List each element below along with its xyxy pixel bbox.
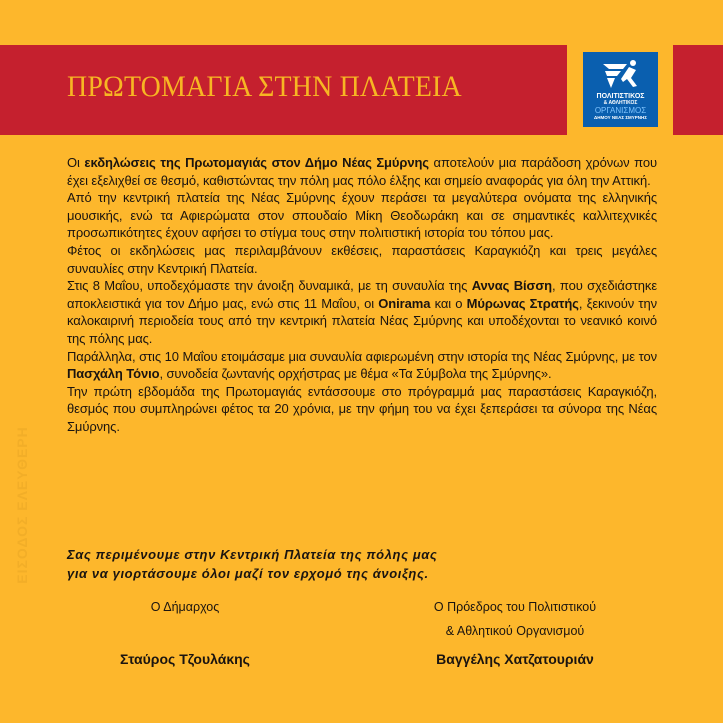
- text: Οι: [67, 155, 85, 170]
- paragraph: [67, 189, 657, 242]
- paragraph: [67, 277, 657, 347]
- closing-line: για να γιορτάσουμε όλοι μαζί τον ερχομό της άνοιξης.: [67, 566, 429, 581]
- body-text: [67, 154, 657, 436]
- bold-text: εκδηλώσεις της Πρωτομαγιάς στον Δήμο Νέας Σμύρνης: [84, 155, 429, 170]
- text: Στις 8 Μαΐου, υποδεχόμαστε την άνοιξη δυναμικά, με τη συναυλία της: [67, 278, 472, 294]
- logo-line: ΔΗΜΟΥ ΝΕΑΣ ΣΜΥΡΝΗΣ: [594, 115, 647, 120]
- paragraph: [67, 383, 657, 436]
- logo-frame: [567, 37, 673, 143]
- signature-role: Ο Πρόεδρος του Πολιτιστικού: [433, 600, 597, 614]
- bold-text: Onirama: [378, 295, 431, 311]
- text: και ο: [430, 295, 467, 311]
- bold-text: Μύρωνας Στρατής: [466, 295, 579, 311]
- paragraph: [67, 242, 657, 277]
- signature-name: Σταύρος Τζουλάκης: [120, 651, 250, 667]
- text: αποτελούν μια παράδοση χρόνων που έχει εξελιχθεί σε θεσμό, καθιστώντας την πόλη μας πόλο έλξης και σημείο αναφοράς για όλη την Αττική.: [67, 155, 657, 188]
- signature-name: Βαγγέλης Χατζατουριάν: [436, 651, 594, 667]
- logo-line: ΠΟΛΙΤΙΣΤΙΚΟΣ: [596, 93, 645, 100]
- closing-message: [67, 545, 437, 583]
- bold-text: Πασχάλη Τόνιο: [67, 366, 160, 382]
- runner-icon: [601, 58, 641, 92]
- paragraph: [67, 154, 657, 189]
- closing-line: Σας περιμένουμε στην Κεντρική Πλατεία της πόλης μας: [67, 547, 438, 562]
- text: , συνοδεία ζωντανής ορχήστρας με θέμα «Τα Σύμβολα της Σμύρνης».: [159, 366, 552, 382]
- page-title: ΠΡΩΤΟΜΑΓΙΑ ΣΤΗΝ ΠΛΑΤΕΙΑ: [67, 70, 462, 103]
- logo-line: ΟΡΓΑΝΙΣΜΟΣ: [594, 106, 647, 115]
- text: Την πρώτη εβδομάδα της Πρωτομαγιάς εντάσσουμε στο πρόγραμμά μας παραστάσεις Καραγκιόζη, θεσμός που συμπληρώνει φέτος τα 20 χρόνια, με την φήμη του να έχει ξεπεράσει τα σύνορα της Νέας Σμύρνης.: [67, 383, 657, 434]
- text: Παράλληλα, στις 10 Μαΐου ετοιμάσαμε μια συναυλία αφιερωμένη στην ιστορία της Νέας Σμύρνης, με τον: [67, 348, 657, 364]
- text: , που σχεδιάστηκε αποκλειστικά για τον Δήμο μας, ενώ στις 11 Μαΐου, οι: [67, 278, 658, 311]
- organization-logo: [583, 52, 658, 127]
- bold-text: Αννας Βίσση: [471, 278, 552, 294]
- logo-line: & ΑΘΛΗΤΙΚΟΣ: [603, 100, 638, 106]
- text: Φέτος οι εκδηλώσεις μας περιλαμβάνουν εκθέσεις, παραστάσεις Καραγκιόζη και τρεις μεγάλες συναυλίες στην Κεντρική Πλατεία.: [67, 242, 657, 276]
- signature-role: & Αθλητικού Οργανισμού: [445, 624, 585, 638]
- text: , ξεκινούν την καλοκαιρινή περιοδεία τους από την κεντρική πλατεία Νέας Σμύρνης και υποδέχονται το νεανικό κοινό της πόλης μας.: [67, 295, 657, 346]
- signature-mayor: [85, 595, 285, 667]
- paragraph: [67, 348, 657, 383]
- text: Από την κεντρική πλατεία της Νέας Σμύρνης έχουν περάσει τα μεγαλύτερα ονόματα της ελληνικής μουσικής, ενώ τα Αφιερώματα στον σπουδαίο Μίκη Θεοδωράκη και σε σημαντικές καλλιτεχνικές προσωπικότητες έχουν αφήσει το στίγμα τους στην πολιτιστική ιστορία του τόπου μας.: [67, 190, 657, 241]
- signature-president: [405, 595, 625, 667]
- signature-role: Ο Δήμαρχος: [150, 600, 220, 614]
- watermark: ΕΙΣΟΔΟΣ ΕΛΕΥΘΕΡΗ: [14, 426, 30, 584]
